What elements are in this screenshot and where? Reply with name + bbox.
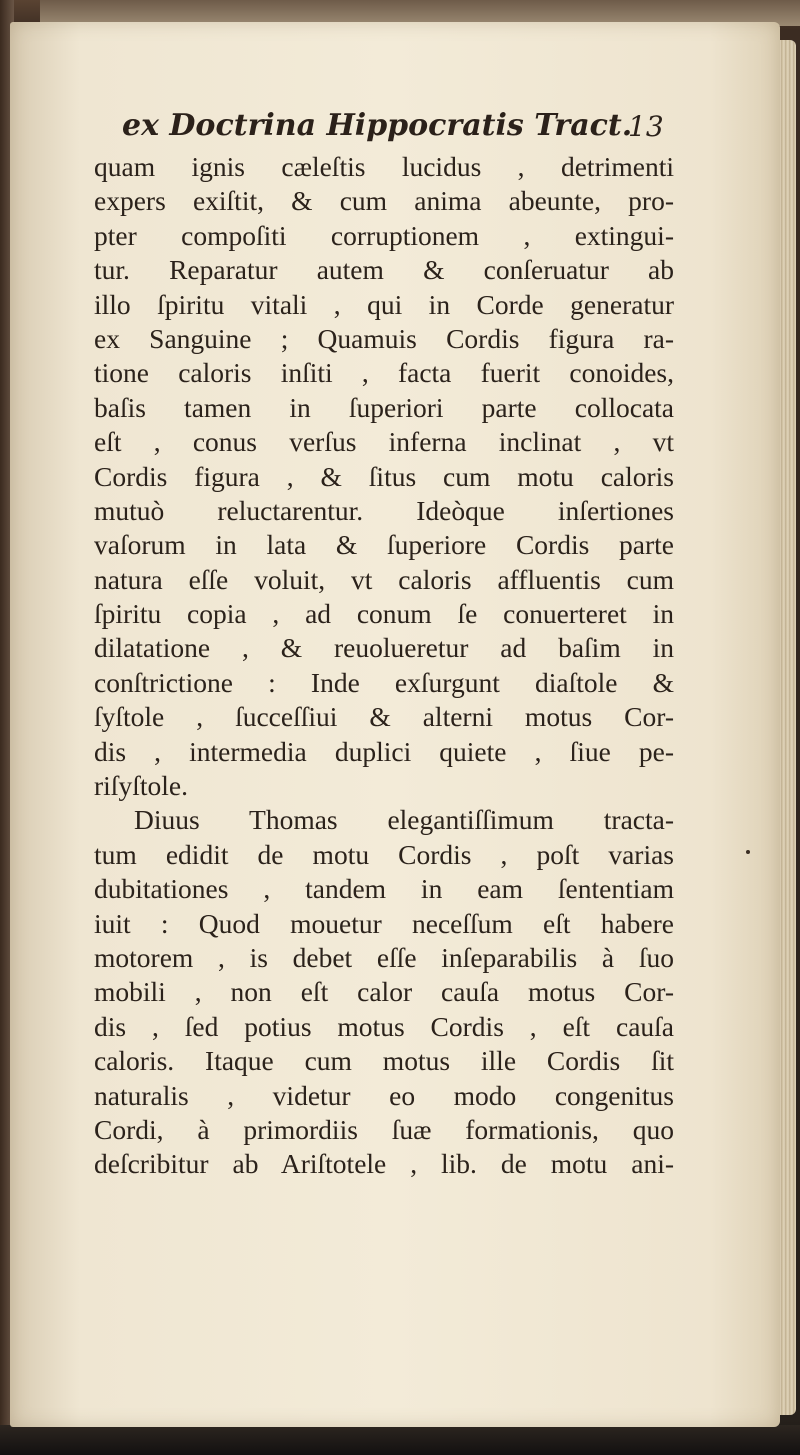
text-line: expers exiſtit, & cum anima abeunte, pro- (94, 185, 674, 217)
text-line: tur. Reparatur autem & conſeruatur ab (94, 254, 674, 286)
text-line: tum edidit de motu Cordis , poſt varias (94, 838, 674, 870)
text-line: dis , ſed potius motus Cordis , eſt cauſa (94, 1010, 674, 1042)
text-line: eſt , conus verſus inferna inclinat , vt (94, 426, 674, 458)
text-line: Cordis figura , & ſitus cum motu caloris (94, 460, 674, 492)
text-line: motorem , is debet eſſe inſeparabilis à ſuo (94, 941, 674, 973)
text-line: deſcribitur ab Ariſtotele , lib. de motu ani- (94, 1148, 674, 1180)
text-line: ſyſtole , ſucceſſiui & alterni motus Cor- (94, 701, 674, 733)
text-line: mutuò reluctarentur. Ideòque inſertiones (94, 494, 674, 526)
text-line: naturalis , videtur eo modo congenitus (94, 1079, 674, 1111)
text-line: conſtrictione : Inde exſurgunt diaſtole & (94, 666, 674, 698)
text-line: illo ſpiritu vitali , qui in Corde generatur (94, 288, 674, 320)
text-line: natura eſſe voluit, vt caloris affluentis cum (94, 563, 674, 595)
text-line: ex Sanguine ; Quamuis Cordis figura ra- (94, 322, 674, 354)
text-line: caloris. Itaque cum motus ille Cordis ſit (94, 1045, 674, 1077)
page-fore-edge (778, 40, 796, 1415)
text-line: dilatatione , & reuolueretur ad baſim in (94, 632, 674, 664)
text-line: dis , intermedia duplici quiete , ſiue pe- (94, 735, 674, 767)
text-line: ſpiritu copia , ad conum ſe conuerteret in (94, 598, 674, 630)
ink-speck (746, 850, 750, 854)
text-line: Cordi, à primordiis ſuæ formationis, quo (94, 1113, 674, 1145)
running-head: ex Doctrina Hippocratis Tract. (122, 108, 633, 143)
text-line: baſis tamen in ſuperiori parte collocata (94, 391, 674, 423)
text-line: Diuus Thomas elegantiſſimum tracta- (134, 804, 674, 836)
text-line: quam ignis cæleſtis lucidus , detrimenti (94, 151, 674, 182)
text-line: iuit : Quod mouetur neceſſum eſt habere (94, 907, 674, 939)
text-line: dubitationes , tandem in eam ſententiam (94, 873, 674, 905)
scan-bottom-border (0, 1425, 800, 1455)
text-line: riſyſtole. (94, 770, 188, 802)
page-number: 13 (628, 110, 664, 143)
text-line: mobili , non eſt calor cauſa motus Cor- (94, 976, 674, 1008)
text-line: vaſorum in lata & ſuperiore Cordis parte (94, 529, 674, 561)
text-line: pter compoſiti corruptionem , extingui- (94, 219, 674, 251)
text-line: tione caloris inſiti , facta fuerit conoides, (94, 357, 674, 389)
body-text (94, 150, 674, 1182)
